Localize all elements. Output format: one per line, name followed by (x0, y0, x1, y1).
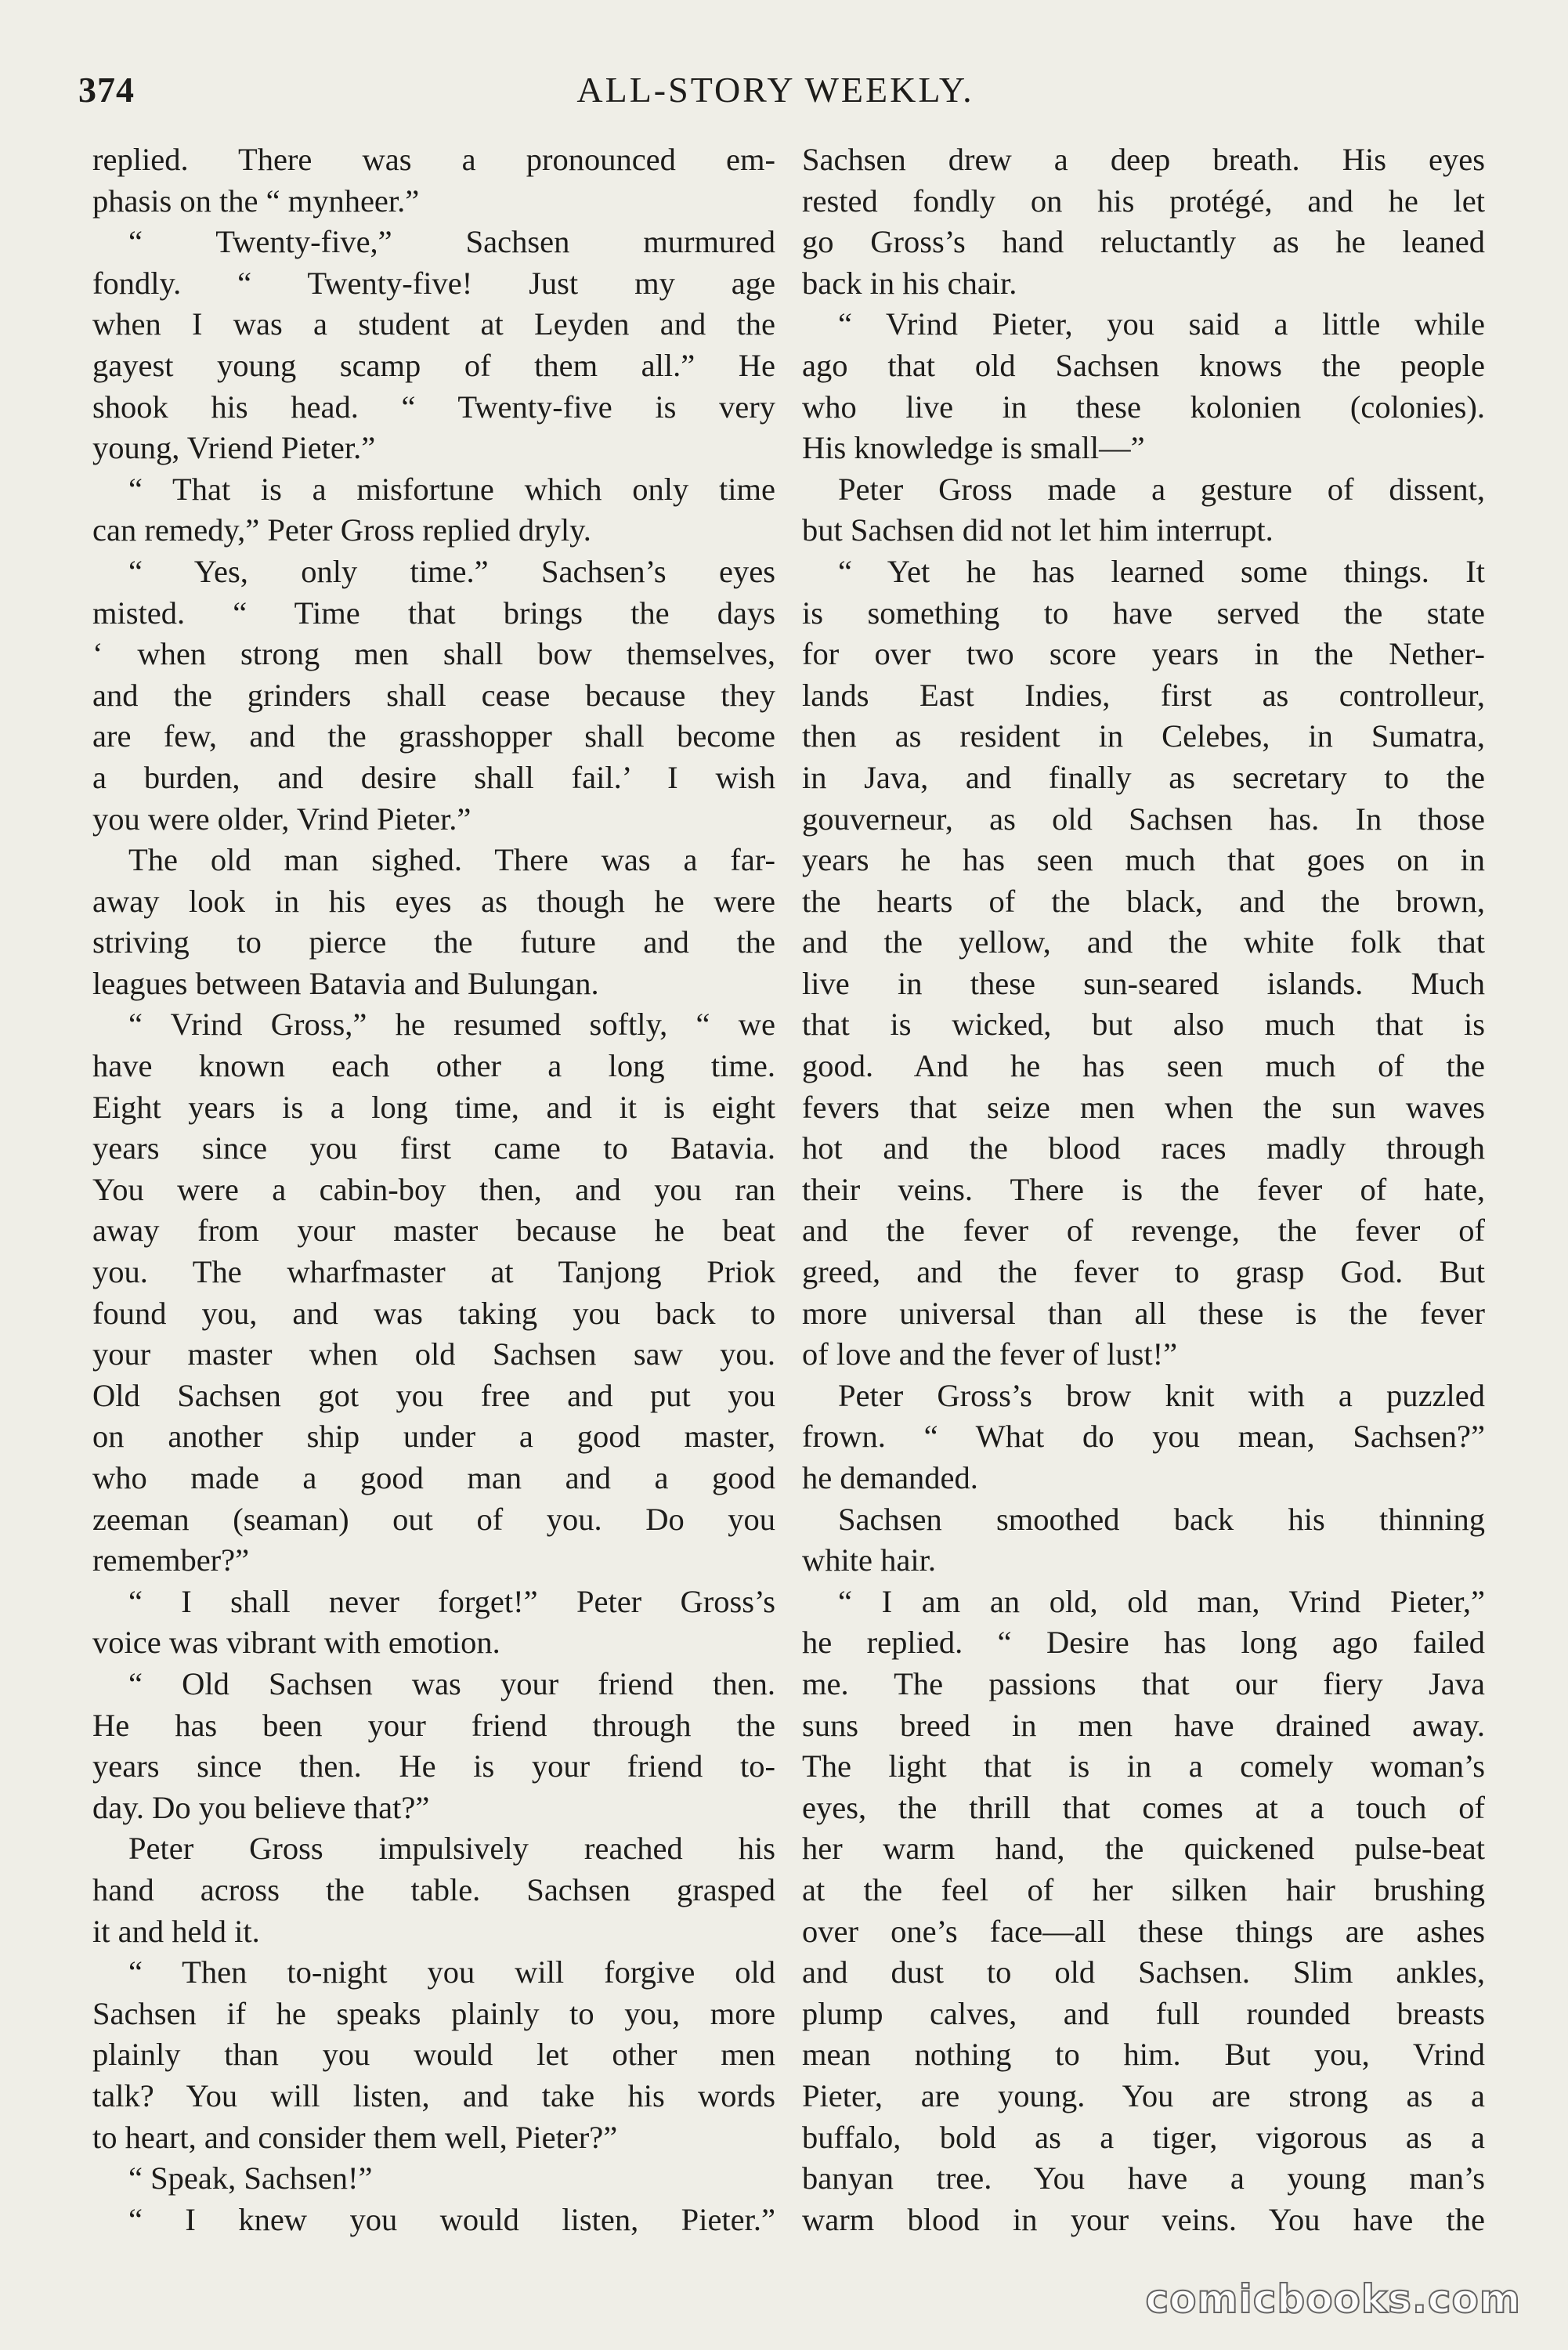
text-line: Sachsen smoothed back his thinning (838, 1501, 1485, 1537)
text-line: go Gross’s hand reluctantly as he leaned (802, 224, 1485, 260)
text-line: and dust to old Sachsen. Slim ankles, (802, 1954, 1485, 1990)
text-line: me. The passions that our fiery Java (802, 1665, 1485, 1701)
text-line: fondly. “ Twenty-five! Just my age (92, 265, 775, 301)
text-line: buffalo, bold as a tiger, vigorous as a (802, 2119, 1485, 2155)
text-line: in Java, and finally as secretary to the (802, 759, 1485, 795)
right-text-column (802, 139, 1485, 2240)
text-line: who made a good man and a good (92, 1460, 775, 1495)
text-line: can remedy,” Peter Gross replied dryly. (92, 512, 591, 548)
text-line: have known each other a long time. (92, 1048, 775, 1084)
text-line: “ That is a misfortune which only time (128, 471, 775, 507)
text-line: The old man sighed. There was a far- (128, 842, 775, 878)
text-line: You were a cabin-boy then, and you ran (92, 1171, 775, 1207)
left-text-column (92, 139, 775, 2240)
watermark-logo: comicbooks.com (1145, 2276, 1521, 2322)
text-line: Sachsen if he speaks plainly to you, more (92, 1995, 775, 2031)
text-line: to heart, and consider them well, Pieter?” (92, 2119, 618, 2155)
text-line: “ Yet he has learned some things. It (838, 553, 1485, 589)
text-line: young, Vriend Pieter.” (92, 430, 376, 466)
text-line: and the fever of revenge, the fever of (802, 1213, 1485, 1249)
text-line: hand across the table. Sachsen grasped (92, 1871, 775, 1907)
text-line: then as resident in Celebes, in Sumatra, (802, 718, 1485, 754)
text-line: good. And he has seen much of the (802, 1048, 1485, 1084)
text-line: gayest young scamp of them all.” He (92, 347, 775, 383)
text-line: more universal than all these is the fever (802, 1295, 1485, 1331)
text-line: the hearts of the black, and the brown, (802, 883, 1485, 919)
text-line: banyan tree. You have a young man’s (802, 2160, 1485, 2196)
text-line: and the yellow, and the white folk that (802, 924, 1485, 960)
text-line: leagues between Batavia and Bulungan. (92, 965, 599, 1001)
text-line: lands East Indies, first as controlleur, (802, 677, 1485, 713)
text-line: away look in his eyes as though he were (92, 883, 775, 919)
text-line: “ Then to-night you will forgive old (128, 1954, 775, 1990)
text-line: rested fondly on his protégé, and he let (802, 183, 1485, 219)
text-line: for over two score years in the Nether- (802, 636, 1485, 672)
text-line: “ Twenty-five,” Sachsen murmured (128, 224, 775, 260)
text-line: when I was a student at Leyden and the (92, 306, 775, 342)
text-line: “ Speak, Sachsen!” (128, 2160, 373, 2196)
text-line: years since then. He is your friend to- (92, 1748, 775, 1784)
text-line: live in these sun-seared islands. Much (802, 965, 1485, 1001)
text-line: frown. “ What do you mean, Sachsen?” (802, 1419, 1485, 1455)
text-line: her warm hand, the quickened pulse-beat (802, 1831, 1485, 1867)
text-line: greed, and the fever to grasp God. But (802, 1254, 1485, 1290)
text-line: remember?” (92, 1542, 250, 1578)
text-line: their veins. There is the fever of hate, (802, 1171, 1485, 1207)
text-line: He has been your friend through the (92, 1707, 775, 1743)
text-line: who live in these kolonien (colonies). (802, 389, 1485, 425)
text-line: His knowledge is small—” (802, 430, 1145, 466)
text-line: found you, and was taking you back to (92, 1295, 775, 1331)
text-line: zeeman (seaman) out of you. Do you (92, 1501, 775, 1537)
text-line: white hair. (802, 1542, 936, 1578)
text-line: “ I shall never forget!” Peter Gross’s (128, 1583, 775, 1619)
text-line: over one’s face—all these things are ashes (802, 1913, 1485, 1949)
text-line: day. Do you believe that?” (92, 1789, 430, 1825)
text-line: Peter Gross made a gesture of dissent, (838, 471, 1485, 507)
text-line: but Sachsen did not let him interrupt. (802, 512, 1274, 548)
text-line: is something to have served the state (802, 595, 1485, 631)
page-header (78, 69, 1472, 124)
text-line: misted. “ Time that brings the days (92, 595, 775, 631)
text-line: “ Vrind Gross,” he resumed softly, “ we (128, 1007, 775, 1043)
text-line: warm blood in your veins. You have the (802, 2201, 1485, 2237)
text-line: voice was vibrant with emotion. (92, 1625, 500, 1661)
text-line: talk? You will listen, and take his words (92, 2077, 775, 2113)
text-line: he replied. “ Desire has long ago failed (802, 1625, 1485, 1661)
text-line: replied. There was a pronounced em- (92, 142, 775, 177)
text-line: of love and the fever of lust!” (802, 1336, 1178, 1372)
text-line: shook his head. “ Twenty-five is very (92, 389, 775, 425)
text-line: hot and the blood races madly through (802, 1130, 1485, 1166)
text-line: “ I knew you would listen, Pieter.” (128, 2201, 775, 2237)
text-line: Pieter, are young. You are strong as a (802, 2077, 1485, 2113)
text-line: suns breed in men have drained away. (802, 1707, 1485, 1743)
text-line: Old Sachsen got you free and put you (92, 1377, 775, 1413)
text-line: Peter Gross’s brow knit with a puzzled (838, 1377, 1485, 1413)
text-line: plump calves, and full rounded breasts (802, 1995, 1485, 2031)
text-line: “ I am an old, old man, Vrind Pieter,” (838, 1583, 1485, 1619)
text-line: “ Vrind Pieter, you said a little while (838, 306, 1485, 342)
text-line: eyes, the thrill that comes at a touch of (802, 1789, 1485, 1825)
text-line: years since you first came to Batavia. (92, 1130, 775, 1166)
text-line: The light that is in a comely woman’s (802, 1748, 1485, 1784)
text-line: “ Old Sachsen was your friend then. (128, 1665, 775, 1701)
text-line: Sachsen drew a deep breath. His eyes (802, 142, 1485, 177)
text-line: “ Yes, only time.” Sachsen’s eyes (128, 553, 775, 589)
text-line: ago that old Sachsen knows the people (802, 347, 1485, 383)
text-line: you. The wharfmaster at Tanjong Priok (92, 1254, 775, 1290)
text-line: mean nothing to him. But you, Vrind (802, 2037, 1485, 2073)
text-line: back in his chair. (802, 265, 1017, 301)
text-line: you were older, Vrind Pieter.” (92, 801, 471, 837)
running-title: ALL-STORY WEEKLY. (576, 70, 974, 110)
text-line: a burden, and desire shall fail.’ I wish (92, 759, 775, 795)
text-line: Peter Gross impulsively reached his (128, 1831, 775, 1867)
text-line: plainly than you would let other men (92, 2037, 775, 2073)
text-line: Eight years is a long time, and it is eight (92, 1089, 775, 1125)
text-line: your master when old Sachsen saw you. (92, 1336, 775, 1372)
text-line: on another ship under a good master, (92, 1419, 775, 1455)
text-line: ‘ when strong men shall bow themselves, (92, 636, 775, 672)
page-number: 374 (78, 70, 135, 110)
text-line: at the feel of her silken hair brushing (802, 1871, 1485, 1907)
text-line: and the grinders shall cease because they (92, 677, 775, 713)
text-line: fevers that seize men when the sun waves (802, 1089, 1485, 1125)
text-line: years he has seen much that goes on in (802, 842, 1485, 878)
text-line: away from your master because he beat (92, 1213, 775, 1249)
text-line: he demanded. (802, 1460, 978, 1495)
text-line: gouverneur, as old Sachsen has. In those (802, 801, 1485, 837)
text-line: are few, and the grasshopper shall become (92, 718, 775, 754)
text-line: it and held it. (92, 1913, 260, 1949)
text-line: phasis on the “ mynheer.” (92, 183, 420, 219)
text-line: that is wicked, but also much that is (802, 1007, 1485, 1043)
text-line: striving to pierce the future and the (92, 924, 775, 960)
